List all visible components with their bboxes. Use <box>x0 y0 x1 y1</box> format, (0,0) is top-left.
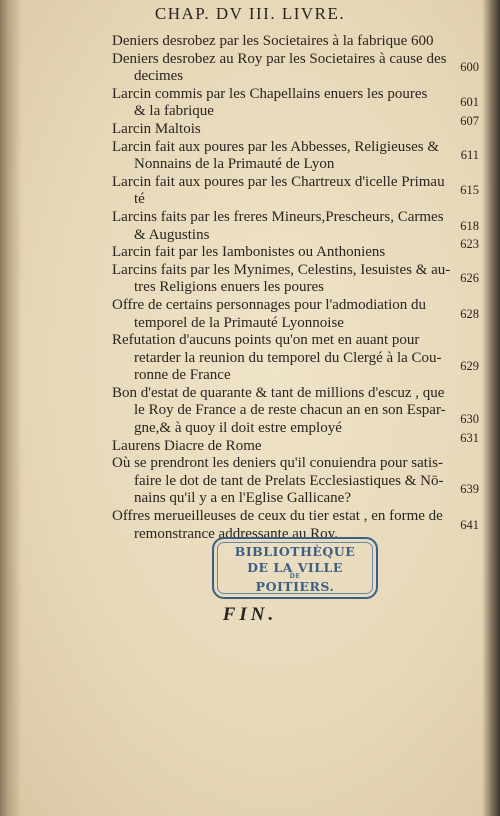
toc-entry-line: tres Religions enuers les poures <box>134 279 324 296</box>
toc-entry-line: gne,& à quoy il doit estre employé <box>134 420 342 437</box>
toc-entry-line: temporel de la Primauté Lyonnoise <box>134 314 344 331</box>
toc-entry <box>112 430 479 456</box>
toc-entry-line: Larcins faits par les Mynimes, Celestins, Iesuistes & au- <box>112 261 451 278</box>
toc-page-number: 601 <box>460 95 479 110</box>
toc-entry <box>112 113 479 139</box>
toc-page-number: 615 <box>460 183 479 198</box>
toc-entry-line: Offres merueilleuses de ceux du tier estat , en forme de <box>112 508 443 525</box>
toc-entry <box>112 385 477 438</box>
stamp-line-2: DE LA VILLE <box>247 560 343 575</box>
toc-entry-line: & Augustins <box>134 226 210 243</box>
toc-entry-line: Bon d'estat de quarante & tant de millions d'escuz , que <box>112 384 445 401</box>
toc-page-number: 639 <box>460 482 479 497</box>
toc-entry-line: le Roy de France a de reste chacun an en son Espar- <box>134 402 446 419</box>
toc-entry-line: nains qu'il y a en l'Eglise Gallicane? <box>134 490 352 507</box>
toc-page-number: 630 <box>460 412 479 427</box>
toc-entry-line: Larcin Maltois <box>112 120 201 137</box>
toc-entry-line: remonstrance addressante au Roy. <box>134 525 338 542</box>
toc-entry <box>112 174 477 209</box>
toc-entry-line: Deniers desrobez au Roy par les Societaires à cause des <box>112 50 447 67</box>
toc-entry <box>112 297 477 332</box>
toc-entry-line: ronne de France <box>134 367 231 384</box>
toc-entry-line: retarder la reunion du temporel du Clergé à la Cou- <box>134 349 442 366</box>
toc-entry-line: Refutation d'aucuns points qu'on met en auant pour <box>112 332 420 349</box>
toc-entry <box>112 237 479 262</box>
toc-entry <box>112 33 477 51</box>
toc-entry-line: faire le dot de tant de Prelats Ecclesiastiques & Nō- <box>134 472 444 489</box>
toc-page-number: 611 <box>460 148 479 163</box>
toc-entry-line: & la fabrique <box>134 103 214 120</box>
toc-page-number: 607 <box>460 113 479 128</box>
toc-entry <box>112 209 477 244</box>
toc-entry-line: Larcin commis par les Chapellains enuers les poures <box>112 85 428 102</box>
toc-page-number: 623 <box>460 237 479 252</box>
toc-entry <box>112 332 477 385</box>
toc-page-number: 618 <box>460 218 479 233</box>
toc-entry-line: Laurens Diacre de Rome <box>112 437 262 454</box>
library-stamp <box>212 537 378 599</box>
toc-entry <box>112 455 477 508</box>
stamp-line-1: BIBLIOTHÈQUE <box>234 544 356 559</box>
toc-page-number: 641 <box>460 517 479 532</box>
running-header: CHAP. DV III. LIVRE. <box>154 4 346 23</box>
toc-entry <box>112 86 477 121</box>
toc-entry-line: Où se prendront les deniers qu'il conuiendra pour satis- <box>112 455 443 472</box>
toc-page-number: 629 <box>460 359 479 374</box>
toc-page-number: 628 <box>460 306 479 321</box>
stamp-line-4: POITIERS. <box>255 579 335 594</box>
toc-entry-line: Nonnains de la Primauté de Lyon <box>134 156 335 173</box>
toc-page-number: 600 <box>460 60 479 75</box>
toc-entry-line: Offre de certains personnages pour l'admodiation du <box>112 296 426 313</box>
end-mark: FIN. <box>222 604 278 625</box>
toc-entry-line: Larcin fait par les Iambonistes ou Anthoniens <box>112 244 386 261</box>
stamp-line-3: DE <box>289 573 301 580</box>
toc-entry-line: Larcin fait aux poures par les Chartreux d'icelle Primau <box>112 173 445 190</box>
toc-entry-line: Larcin fait aux poures par les Abbesses, Religieuses & <box>112 138 439 155</box>
toc-entry-line: Larcins faits par les freres Mineurs,Prescheurs, Carmes <box>112 208 444 225</box>
toc-entry <box>112 262 477 297</box>
table-of-contents <box>112 33 477 543</box>
toc-entry <box>112 51 477 86</box>
toc-page-number: 626 <box>460 271 479 286</box>
toc-entry-line: Deniers desrobez par les Societaires à la fabrique 600 <box>112 33 434 49</box>
toc-entry <box>112 139 477 174</box>
toc-entry-line: té <box>134 191 145 208</box>
toc-page-number: 631 <box>460 430 479 445</box>
toc-entry-line: decimes <box>134 68 184 85</box>
binding-gutter <box>0 0 22 816</box>
page-edge-shadow <box>482 0 500 816</box>
